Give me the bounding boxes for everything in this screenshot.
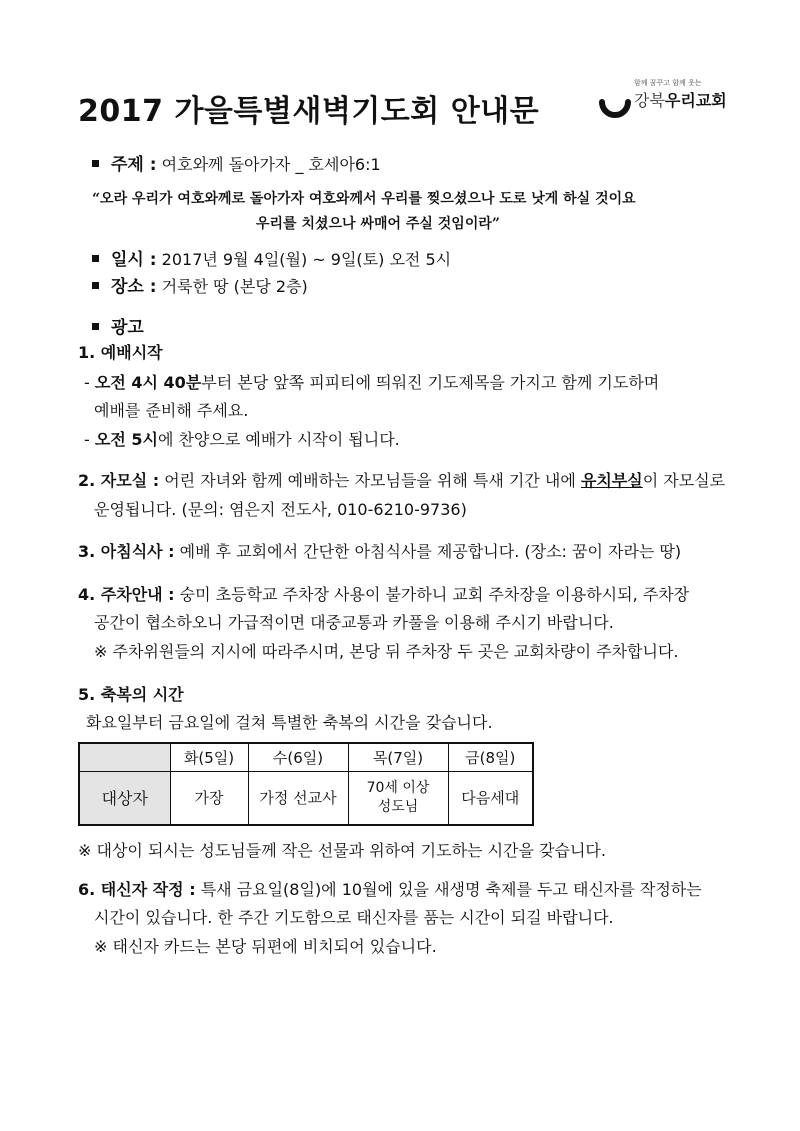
square-bullet-icon (92, 160, 99, 167)
blessing-schedule-table (78, 742, 534, 826)
table-row-label: 대상자 (79, 771, 170, 825)
square-bullet-icon (92, 282, 99, 289)
section-1-line-2: 예배를 준비해 주세요. (94, 401, 249, 420)
table-day-cell: 금(8일) (448, 743, 533, 771)
quote-line-1: “오라 우리가 여호와께로 돌아가자 여호와께서 우리를 찢으셨으나 도로 낫게 하실 것이요 (92, 191, 636, 207)
table-target-cell: 가정 선교사 (248, 771, 348, 825)
table-target-cell: 다음세대 (448, 771, 533, 825)
section-1-line-3: - 오전 5시에 찬양으로 예배가 시작이 됩니다. (84, 430, 400, 449)
table-target-cell: 70세 이상 성도님 (348, 771, 448, 825)
table-row (79, 771, 533, 825)
square-bullet-icon (92, 323, 99, 330)
square-bullet-icon (92, 255, 99, 262)
section-6-line-2: 시간이 있습니다. 한 주간 기도함으로 태신자를 품는 시간이 되길 바랍니다. (94, 908, 614, 927)
section-5-line-1: 화요일부터 금요일에 걸쳐 특별한 축복의 시간을 갖습니다. (86, 713, 493, 732)
section-4-line-3: ※ 주차위원들의 지시에 따라주시며, 본당 뒤 주차장 두 곳은 교회차량이 주차합니다. (94, 642, 679, 661)
nursery-room-link: 유치부실 (580, 471, 643, 490)
date-line (92, 245, 451, 270)
church-logo (598, 78, 748, 128)
section-4-line-2: 공간이 협소하오니 가급적이면 대중교통과 카풀을 이용해 주시기 바랍니다. (94, 613, 614, 632)
theme-line (92, 150, 381, 175)
theme-value: 여호와께 돌아가자 _ 호세아6:1 (161, 155, 381, 174)
section-6-line-3: ※ 태신자 카드는 본당 뒤편에 비치되어 있습니다. (94, 937, 437, 956)
section-1-heading: 1. 예배시작 (78, 343, 163, 362)
theme-label: 주제 : (111, 155, 157, 175)
table-day-cell: 화(5일) (170, 743, 248, 771)
quote-line-2: 우리를 치셨으나 싸매어 주실 것임이라” (256, 216, 500, 232)
place-label: 장소 : (111, 277, 157, 297)
logo-name: 강북우리교회 (634, 91, 727, 110)
section-5-heading: 5. 축복의 시간 (78, 685, 184, 704)
section-2-line-1: 2. 자모실 : 어린 자녀와 함께 예배하는 자모님들을 위해 특새 기간 내에 유치부실이 자모실로 (78, 471, 726, 490)
table-day-cell: 목(7일) (348, 743, 448, 771)
section-5-note: ※ 대상이 되시는 성도님들께 작은 선물과 위하여 기도하는 시간을 갖습니다. (78, 841, 606, 860)
table-corner-cell (79, 743, 170, 771)
section-1-line-1: - 오전 4시 40분부터 본당 앞쪽 피피티에 띄워진 기도제목을 가지고 함께 기도하며 (84, 373, 660, 392)
section-3-heading: 3. 아침식사 : (78, 542, 175, 561)
date-label: 일시 : (111, 250, 157, 270)
table-target-cell: 가장 (170, 771, 248, 825)
table-header-row (79, 743, 533, 771)
section-3-line-1: 3. 아침식사 : 예배 후 교회에서 간단한 아침식사를 제공합니다. (장소: 꿈이 자라는 땅) (78, 542, 682, 561)
page-title: 2017 가을특별새벽기도회 안내문 (78, 94, 540, 129)
logo-tagline: 함께 꿈꾸고 함께 웃는 (634, 79, 702, 87)
place-value: 거룩한 땅 (본당 2층) (161, 277, 308, 296)
section-6-heading: 6. 태신자 작정 : (78, 880, 196, 899)
logo-mark-icon (598, 88, 632, 122)
section-6-line-1: 6. 태신자 작정 : 특새 금요일(8일)에 10월에 있을 새생명 축제를 두고 태신자를 작정하는 (78, 880, 702, 899)
section-2-line-2: 운영됩니다. (문의: 염은지 전도사, 010-6210-9736) (94, 500, 467, 519)
table-day-cell: 수(6일) (248, 743, 348, 771)
place-line (92, 272, 308, 297)
section-4-heading: 4. 주차안내 : (78, 585, 175, 604)
section-4-line-1: 4. 주차안내 : 숭미 초등학교 주차장 사용이 불가하니 교회 주차장을 이용하시되, 주차장 (78, 585, 690, 604)
section-2-heading: 2. 자모실 : (78, 471, 160, 490)
date-value: 2017년 9월 4일(월) ~ 9일(토) 오전 5시 (161, 250, 452, 269)
ads-heading: 광고 (92, 313, 144, 338)
